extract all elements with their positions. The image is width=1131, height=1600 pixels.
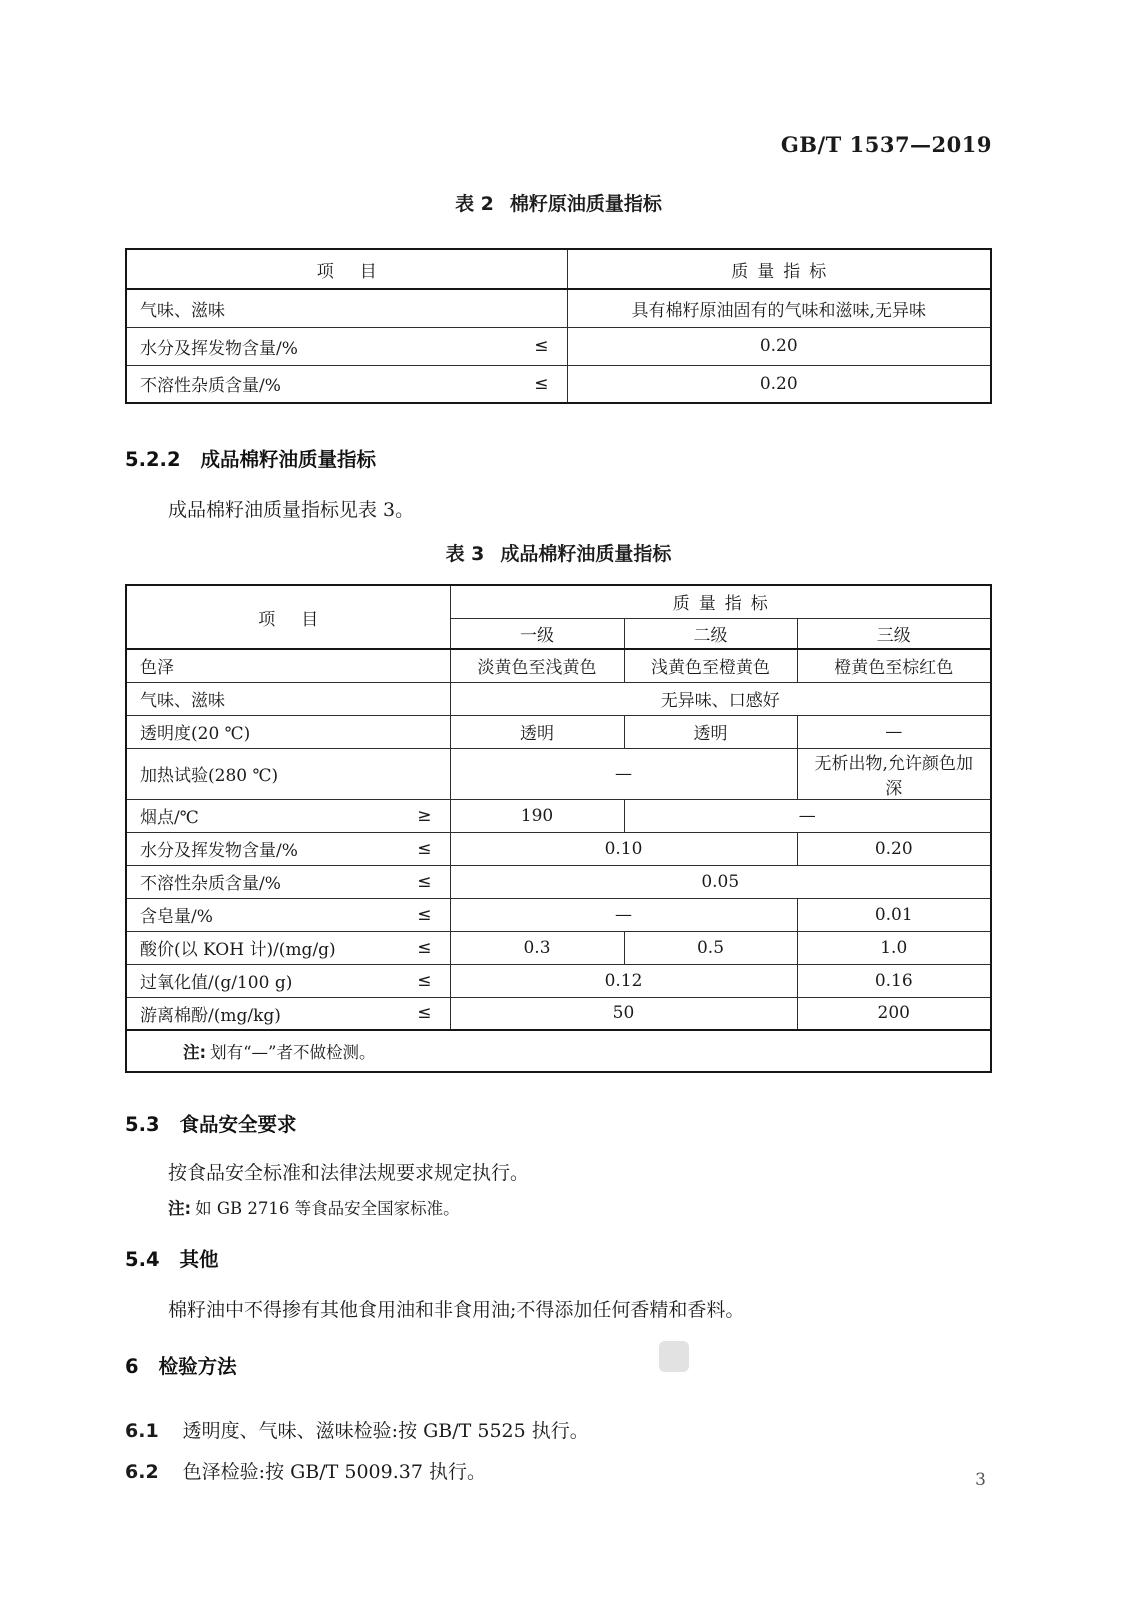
section-number: 5.2.2: [125, 448, 181, 471]
table2-header-item: 项目: [126, 249, 567, 289]
table-row: [126, 365, 991, 403]
table3-caption: [125, 543, 992, 565]
section-title: 食品安全要求: [179, 1113, 297, 1136]
note-label: 注:: [183, 1043, 207, 1062]
page-number: 3: [975, 1470, 986, 1490]
table-row-impurity: 不溶性杂质含量/% ≤ 0.05: [126, 865, 991, 898]
table2-header-quality: 质量指标: [567, 249, 991, 289]
table3-header-grade2: 二级: [624, 618, 797, 649]
table-row-heating-test: 加热试验(280 ℃) — 无析出物,允许颜色加深: [126, 748, 991, 799]
leq-operator: ≤: [534, 373, 549, 394]
section-title: 其他: [179, 1248, 219, 1271]
scan-artifact: [659, 1341, 689, 1372]
section-number: 5.4: [125, 1248, 160, 1271]
table-row-acid-value: 酸价(以 KOH 计)/(mg/g) ≤ 0.3 0.5 1.0: [126, 931, 991, 964]
leq-operator: ≤: [417, 871, 432, 892]
table2-crude-cottonseed-oil-quality: [125, 248, 992, 404]
table2-caption-label: 表 2: [455, 193, 494, 215]
section-title: 检验方法: [158, 1355, 237, 1378]
clause-6-1: [125, 1419, 992, 1443]
table2-value-impurity: 0.20: [567, 365, 991, 403]
table2-item-odor: 气味、滋味: [126, 289, 567, 327]
table2-caption: [125, 193, 992, 215]
table-row-smoke-point: 烟点/℃ ≥ 190 —: [126, 799, 991, 832]
standard-code: GB/T 1537—2019: [780, 132, 992, 157]
section-heading-5-2-2: [125, 448, 992, 472]
section-5-4-paragraph: 棉籽油中不得掺有其他食用油和非食用油;不得添加任何香精和香料。: [168, 1299, 745, 1321]
table-row: [126, 289, 991, 327]
clause-6-2: [125, 1460, 992, 1484]
table3-note-row: [126, 1030, 991, 1072]
table-row-peroxide-value: 过氧化值/(g/100 g) ≤ 0.12 0.16: [126, 964, 991, 997]
section-5-3-paragraph: 按食品安全标准和法律法规要求规定执行。: [168, 1162, 530, 1184]
section-5-2-2-paragraph: 成品棉籽油质量指标见表 3。: [168, 499, 415, 521]
leq-operator: ≤: [417, 1003, 432, 1024]
table3-header-grade3: 三级: [797, 618, 991, 649]
section-number: 5.3: [125, 1113, 160, 1136]
table2-item-moisture: 水分及挥发物含量/% ≤: [126, 327, 567, 365]
table-row-moisture: 水分及挥发物含量/% ≤ 0.10 0.20: [126, 832, 991, 865]
leq-operator: ≤: [417, 904, 432, 925]
geq-operator: ≥: [417, 805, 432, 826]
table-row-transparency: 透明度(20 ℃) 透明 透明 —: [126, 715, 991, 748]
table3-note-text: 划有“—”者不做检测。: [210, 1043, 376, 1062]
table-row-soap-content: 含皂量/% ≤ — 0.01: [126, 898, 991, 931]
section-heading-5-3: [125, 1113, 992, 1137]
leq-operator: ≤: [417, 937, 432, 958]
clause-number: 6.1: [125, 1420, 159, 1442]
section-5-3-note: [125, 1198, 992, 1220]
section-heading-6: [125, 1355, 992, 1379]
leq-operator: ≤: [417, 970, 432, 991]
section-heading-5-4: [125, 1248, 992, 1272]
table3-refined-cottonseed-oil-quality: [125, 584, 992, 1073]
section-title: 成品棉籽油质量指标: [200, 448, 377, 471]
leq-operator: ≤: [417, 838, 432, 859]
table-row-gossypol: 游离棉酚/(mg/kg) ≤ 50 200: [126, 997, 991, 1030]
leq-operator: ≤: [534, 336, 549, 356]
table3-header-row-1: [126, 585, 991, 618]
clause-6-2-text: 色泽检验:按 GB/T 5009.37 执行。: [182, 1461, 486, 1483]
table2-value-odor: 具有棉籽原油固有的气味和滋味,无异味: [567, 289, 991, 327]
table3-caption-label: 表 3: [445, 543, 485, 565]
table3-header-grade1: 一级: [450, 618, 624, 649]
table2-value-moisture: 0.20: [567, 327, 991, 365]
section-5-3-note-text: 如 GB 2716 等食品安全国家标准。: [195, 1199, 460, 1218]
table2-item-impurity: 不溶性杂质含量/% ≤: [126, 365, 567, 403]
clause-6-1-text: 透明度、气味、滋味检验:按 GB/T 5525 执行。: [182, 1420, 589, 1442]
table3-header-item: 项目: [126, 585, 450, 649]
note-label: 注:: [168, 1199, 192, 1218]
table3-caption-title: 成品棉籽油质量指标: [500, 543, 672, 565]
table2-header-row: [126, 249, 991, 289]
table-row-odor: 气味、滋味 无异味、口感好: [126, 682, 991, 715]
table-row: [126, 327, 991, 365]
table3-header-quality: 质量指标: [450, 585, 991, 618]
table2-caption-title: 棉籽原油质量指标: [509, 193, 662, 215]
table-row-color: 色泽 淡黄色至浅黄色 浅黄色至橙黄色 橙黄色至棕红色: [126, 649, 991, 682]
section-number: 6: [125, 1355, 139, 1378]
clause-number: 6.2: [125, 1461, 159, 1483]
